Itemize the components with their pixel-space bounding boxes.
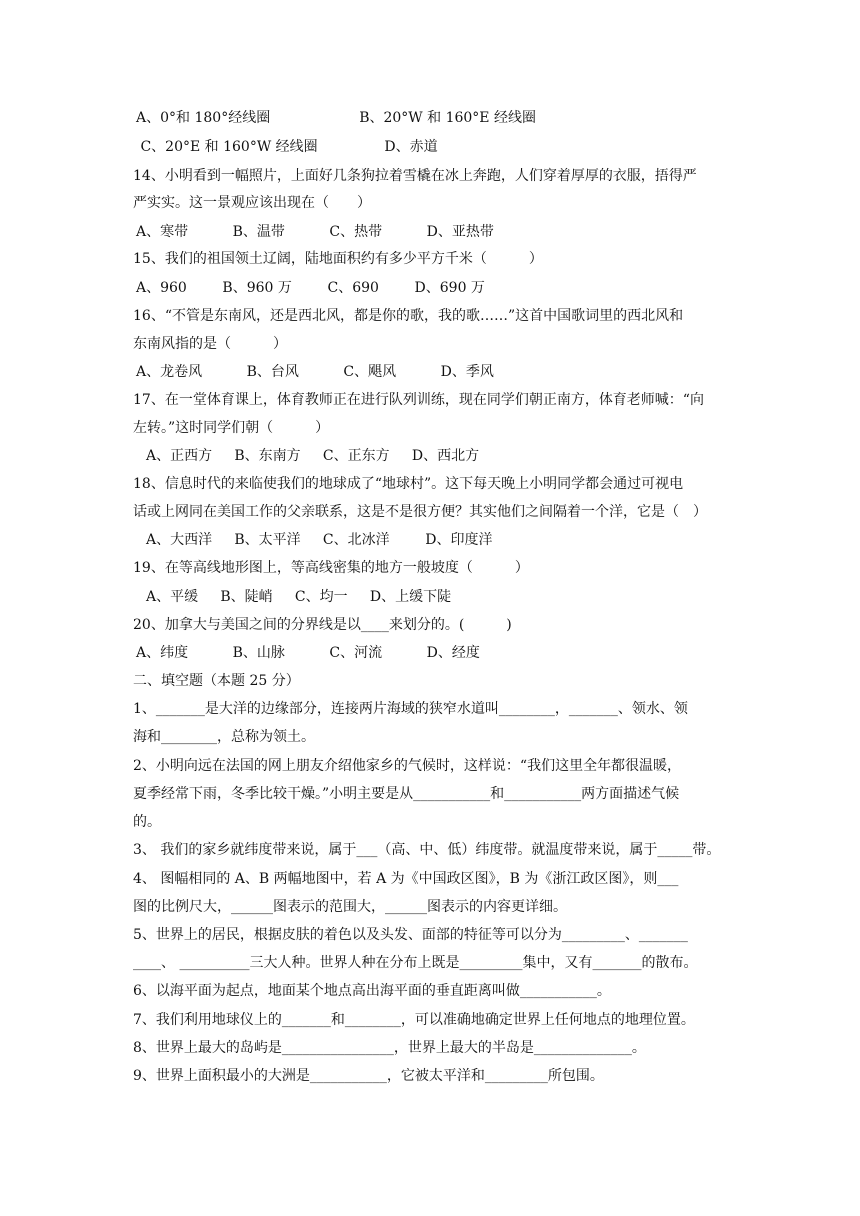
q17-options: A、正西方 B、东南方 C、正东方 D、西北方 xyxy=(146,448,480,464)
fill4-text-1: 4、 图幅相同的 A、B 两幅地图中，若 A 为《中国政区图》，B 为《浙江政区图》，则___ xyxy=(133,871,679,887)
q13-options-row2: C、20°E 和 160°W 经线圈 D、赤道 xyxy=(136,139,438,155)
q20-options: A、纬度 B、山脉 C、河流 D、经度 xyxy=(136,645,480,661)
q18-text-1: 18、信息时代的来临使我们的地球成了“地球村”。这下每天晚上小明同学都会通过可视电 xyxy=(133,476,684,492)
q17-text-2: 左转。”这时同学们朝（ ） xyxy=(133,420,330,436)
q16-text-2: 东南风指的是（ ） xyxy=(133,336,287,352)
q16-options: A、龙卷风 B、台风 C、飓风 D、季风 xyxy=(136,364,494,380)
fill5-text-1: 5、世界上的居民，根据皮肤的着色以及头发、面部的特征等可以分为_________、_______ xyxy=(133,927,688,943)
q20-text: 20、加拿大与美国之间的分界线是以____来划分的。( ) xyxy=(133,617,512,633)
q14-text-2: 严实实。这一景观应该出现在（ ） xyxy=(133,195,371,211)
fill9-text: 9、世界上面积最小的大洲是___________，它被太平洋和_________所包围。 xyxy=(133,1068,604,1084)
q14-options: A、寒带 B、温带 C、热带 D、亚热带 xyxy=(136,224,494,240)
q18-text-2: 话或上网同在美国工作的父亲联系，这是不是很方便？其实他们之间隔着一个洋，它是（ ） xyxy=(133,504,707,520)
q15-options: A、960 B、960 万 C、690 D、690 万 xyxy=(136,280,485,296)
q19-options: A、平缓 B、陡峭 C、均一 D、上缓下陡 xyxy=(146,589,452,605)
q19-text: 19、在等高线地形图上，等高线密集的地方一般坡度（ ） xyxy=(133,560,529,576)
fill2-text-2: 夏季经常下雨，冬季比较干燥。”小明主要是从___________和___________两方面描述气候 xyxy=(133,786,680,802)
fill7-text: 7、我们利用地球仪上的_______和________，可以准确地确定世界上任何地点的地理位置。 xyxy=(133,1012,695,1028)
fill1-text-2: 海和________，总称为领土。 xyxy=(133,729,315,745)
fill2-text-1: 2、小明向远在法国的网上朋友介绍他家乡的气候时，这样说：“我们这里全年都很温暖， xyxy=(133,758,682,774)
q17-text-1: 17、在一堂体育课上，体育教师正在进行队列训练，现在同学们朝正南方，体育老师喊：“向 xyxy=(133,392,704,408)
fill2-text-3: 的。 xyxy=(133,814,161,830)
q15-text: 15、我们的祖国领土辽阔，陆地面积约有多少平方千米（ ） xyxy=(133,251,543,267)
fill1-text-1: 1、_______是大洋的边缘部分，连接两片海域的狭窄水道叫________，_______、领水、领 xyxy=(133,701,688,717)
q18-options: A、大西洋 B、太平洋 C、北冰洋 D、印度洋 xyxy=(146,532,493,548)
fill6-text: 6、以海平面为起点，地面某个地点高出海平面的垂直距离叫做___________。 xyxy=(133,983,611,999)
fill5-text-2: ____、 __________三大人种。世界人种在分布上既是_________集中，又有_______的散布。 xyxy=(133,955,698,971)
fill8-text: 8、世界上最大的岛屿是________________，世界上最大的半岛是______________。 xyxy=(133,1040,646,1056)
q14-text-1: 14、小明看到一幅照片，上面好几条狗拉着雪橇在冰上奔跑，人们穿着厚厚的衣服，捂得严 xyxy=(133,168,697,184)
q16-text-1: 16、“不管是东南风，还是西北风，都是你的歌，我的歌……”这首中国歌词里的西北风和 xyxy=(133,308,684,324)
section-heading-fill-in: 二、填空题（本题 25 分） xyxy=(133,673,300,689)
fill3-text: 3、 我们的家乡就纬度带来说，属于___（高、中、低）纬度带。就温度带来说，属于_____带。 xyxy=(133,842,721,858)
fill4-text-2: 图的比例尺大，______图表示的范围大，______图表示的内容更详细。 xyxy=(133,899,567,915)
q13-options-row1: A、0°和 180°经线圈 B、20°W 和 160°E 经线圈 xyxy=(136,110,536,126)
